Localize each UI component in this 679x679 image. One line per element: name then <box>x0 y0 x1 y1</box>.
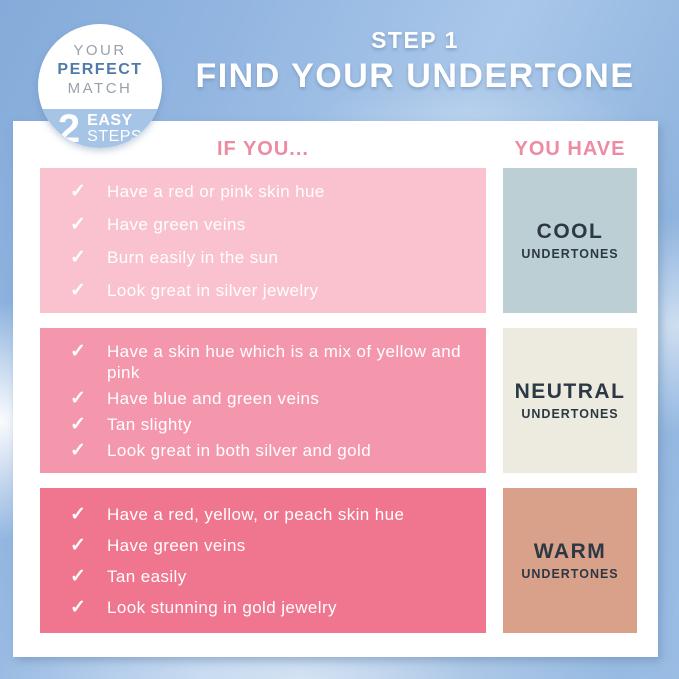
list-item <box>70 504 470 525</box>
list-item <box>70 388 470 409</box>
perfect-match-badge <box>38 24 162 148</box>
undertone-sub: UNDERTONES <box>521 567 619 581</box>
cool-result-box <box>503 168 637 313</box>
undertone-name: WARM <box>533 540 607 563</box>
badge-step-number: 2 <box>57 107 81 148</box>
condition-text: Tan easily <box>107 566 187 586</box>
undertone-name: NEUTRAL <box>514 380 626 403</box>
condition-text: Have blue and green veins <box>107 388 320 408</box>
neutral-conditions-box <box>40 328 486 473</box>
condition-text: Burn easily in the sun <box>107 247 279 267</box>
badge-easy-label: EASY <box>87 112 133 129</box>
check-icon: ✓ <box>70 213 86 235</box>
badge-steps-label: STEPS <box>87 128 143 145</box>
row-warm <box>40 488 637 633</box>
badge-line-match: MATCH <box>67 80 133 97</box>
condition-text: Look great in silver jewelry <box>107 280 319 300</box>
if-you-header: IF YOU... <box>217 138 309 160</box>
title-block <box>180 27 650 96</box>
undertone-card <box>13 121 658 657</box>
step-label: STEP 1 <box>371 27 459 53</box>
condition-text: Have green veins <box>107 535 246 555</box>
list-item <box>70 214 470 235</box>
neutral-result-box <box>503 328 637 473</box>
you-have-header: YOU HAVE <box>514 138 626 160</box>
condition-text: Have a red, yellow, or peach skin hue <box>107 504 405 524</box>
warm-result-box <box>503 488 637 633</box>
check-icon: ✓ <box>70 413 86 435</box>
condition-text: Look great in both silver and gold <box>107 440 372 460</box>
undertone-name: COOL <box>536 220 604 243</box>
check-icon: ✓ <box>70 439 86 461</box>
condition-text: Have a skin hue which is a mix of yellow and pink <box>107 341 461 382</box>
badge-steps-text <box>87 113 142 145</box>
condition-text: Have a red or pink skin hue <box>107 181 325 201</box>
warm-conditions-box <box>40 488 486 633</box>
page-title: FIND YOUR UNDERTONE <box>195 57 635 95</box>
badge-top-text <box>38 24 162 98</box>
undertone-sub: UNDERTONES <box>521 247 619 261</box>
badge-line-your: YOUR <box>73 42 127 59</box>
check-icon: ✓ <box>70 596 86 618</box>
list-item <box>70 597 470 618</box>
list-item <box>70 181 470 202</box>
check-icon: ✓ <box>70 534 86 556</box>
list-item <box>70 341 470 383</box>
condition-text: Have green veins <box>107 214 246 234</box>
badge-steps-band <box>38 109 162 148</box>
list-item <box>70 247 470 268</box>
check-icon: ✓ <box>70 180 86 202</box>
row-cool <box>40 168 637 313</box>
badge-line-perfect: PERFECT <box>57 61 143 78</box>
undertone-sub: UNDERTONES <box>521 407 619 421</box>
list-item <box>70 414 470 435</box>
check-icon: ✓ <box>70 340 86 362</box>
list-item <box>70 280 470 301</box>
undertone-rows <box>40 168 637 633</box>
list-item <box>70 535 470 556</box>
condition-text: Tan slighty <box>107 414 192 434</box>
check-icon: ✓ <box>70 503 86 525</box>
cool-conditions-box <box>40 168 486 313</box>
check-icon: ✓ <box>70 387 86 409</box>
check-icon: ✓ <box>70 565 86 587</box>
check-icon: ✓ <box>70 246 86 268</box>
check-icon: ✓ <box>70 279 86 301</box>
list-item <box>70 440 470 461</box>
list-item <box>70 566 470 587</box>
row-neutral <box>40 328 637 473</box>
condition-text: Look stunning in gold jewelry <box>107 597 337 617</box>
